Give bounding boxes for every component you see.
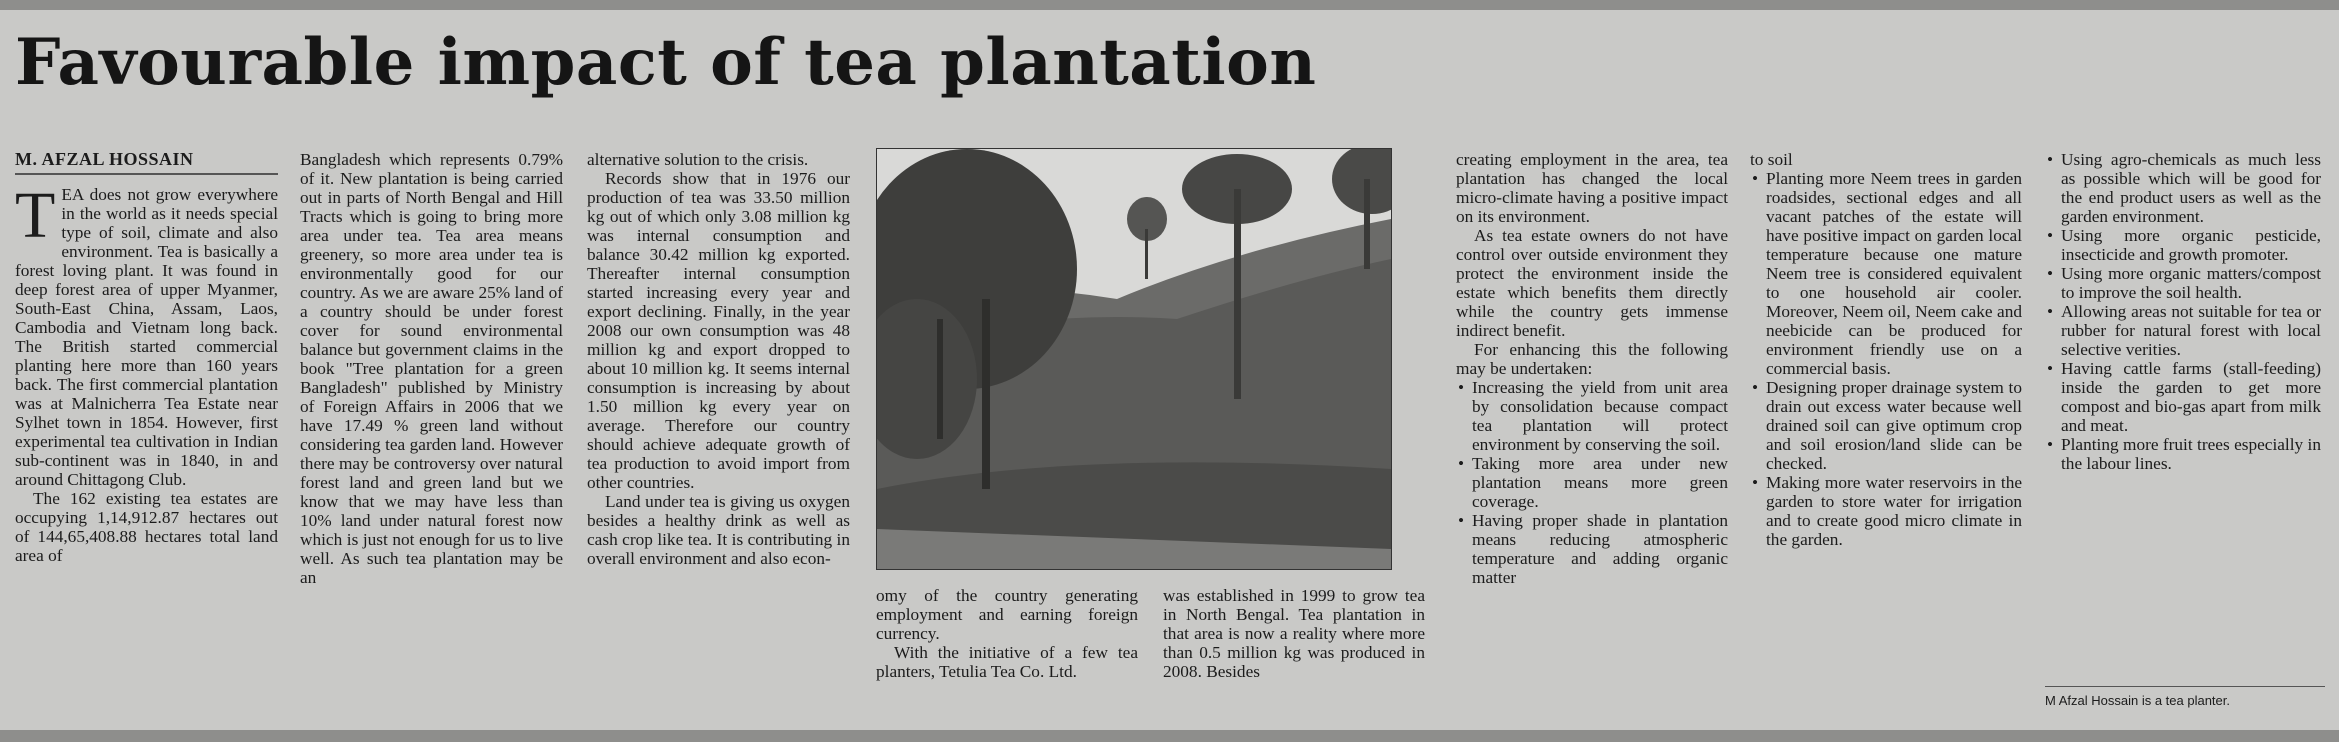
column-7 xyxy=(1750,150,2022,549)
list-item: • Planting more Neem trees in garden roadsides, sectional edges and all vacant patches of the estate will have positive impact on garden local temperature because one mature Neem tree is considered equivalent to one household air cooler. Moreover, Neem oil, Neem cake and neebicide can be produced for environment friendly use on a commercial basis. xyxy=(1750,169,2022,378)
list-item: • Planting more fruit trees especially in the labour lines. xyxy=(2045,435,2321,473)
list-item: • Having proper shade in plantation means reducing atmospheric temperature and adding organic matter xyxy=(1456,511,1728,587)
byline: M. AFZAL HOSSAIN xyxy=(15,150,278,175)
column-8 xyxy=(2045,150,2321,473)
dropcap: T xyxy=(15,179,56,252)
column-6 xyxy=(1456,150,1728,587)
paragraph: The 162 existing tea estates are occupying 1,14,912.87 hectares out of 144,65,408.88 hectares total land area of xyxy=(15,489,278,565)
tea-garden-image xyxy=(877,149,1391,569)
tea-garden-photo xyxy=(876,148,1392,570)
top-rule xyxy=(0,0,2339,10)
recommendation-list xyxy=(1750,169,2022,549)
list-item: • Using more organic pesticide, insecticide and growth promoter. xyxy=(2045,226,2321,264)
paragraph: Bangladesh which represents 0.79% of it. New plantation is being carried out in parts of North Bengal and Hill Tracts which is going to bring more area under tea. Tea area means greenery, so more area under tea is environmentally good for our country. As we are aware 25% land of a country should be under forest cover for sound environmental balance but government claims in the book "Tree plantation for a green Bangladesh" published by Ministry of Foreign Affairs in 2006 that we have 17.49 % green land without considering tea garden land. However there may be controversy over natural forest land and green land but we know that we may have less than 10% land under natural forest now which is just not enough for us to live well. As such tea plantation may be an xyxy=(300,150,563,587)
paragraph: creating employment in the area, tea plantation has changed the local micro-climate having a positive impact on its environment. xyxy=(1456,150,1728,226)
list-item: • Using agro-chemicals as much less as possible which will be good for the end product users as well as the garden environment. xyxy=(2045,150,2321,226)
recommendation-list xyxy=(1456,378,1728,587)
column-5 xyxy=(1163,586,1425,681)
column-1 xyxy=(15,150,278,565)
list-item: • Having cattle farms (stall-feeding) inside the garden to get more compost and bio-gas apart from milk and meat. xyxy=(2045,359,2321,435)
column-3 xyxy=(587,150,850,568)
author-footnote: M Afzal Hossain is a tea planter. xyxy=(2045,686,2325,708)
paragraph: to soil xyxy=(1750,150,1793,169)
paragraph: For enhancing this the following may be undertaken: xyxy=(1456,340,1728,378)
bottom-rule xyxy=(0,730,2339,742)
list-item: • Allowing areas not suitable for tea or rubber for natural forest with local selective verities. xyxy=(2045,302,2321,359)
list-item: • Making more water reservoirs in the garden to store water for irrigation and to create good micro climate in the garden. xyxy=(1750,473,2022,549)
paragraph: As tea estate owners do not have control over outside environment they protect the environment inside the estate which benefits them directly while the country gets immense indirect benefit. xyxy=(1456,226,1728,340)
list-item: • Taking more area under new plantation means more green coverage. xyxy=(1456,454,1728,511)
paragraph: was established in 1999 to grow tea in North Bengal. Tea plantation in that area is now a reality where more than 0.5 million kg was produced in 2008. Besides xyxy=(1163,586,1425,681)
lead-paragraph: TEA does not grow everywhere in the world as it needs special type of soil, climate and also environment. Tea is basically a forest loving plant. It was found in deep forest area of upper Myanmer, South-East China, Assam, Laos, Cambodia and Vietnam long back. The British started commercial planting here more than 160 years back. The first commercial plantation was at Malnicherra Tea Estate near Sylhet town in 1854. However, first experimental tea cultivation in Indian sub-continent was in 1840, in and around Chittagong Club. xyxy=(15,179,278,489)
headline: Favourable impact of tea plantation xyxy=(15,25,1317,100)
list-item: • Designing proper drainage system to drain out excess water because well drained soil can give optimum crop and soil erosion/land slide can be checked. xyxy=(1750,378,2022,473)
column-2 xyxy=(300,150,563,587)
paragraph: alternative solution to the crisis. xyxy=(587,150,809,169)
list-item: • Increasing the yield from unit area by consolidation because compact tea plantation will protect environment by conserving the soil. xyxy=(1456,378,1728,454)
recommendation-list xyxy=(2045,150,2321,473)
paragraph: Land under tea is giving us oxygen besides a healthy drink as well as cash crop like tea. It is contributing in overall environment and also econ- xyxy=(587,492,850,568)
paragraph: Records show that in 1976 our production of tea was 33.50 million kg out of which only 3.08 million kg was internal consumption and balance 30.42 million kg exported. Thereafter internal consumption started increasing every year and export declining. Finally, in the year 2008 our own consumption was 48 million kg and export dropped to about 10 million kg. It seems internal consumption is increasing by about 1.50 million kg every year on average. Therefore our country should achieve adequate growth of tea production to avoid import from other countries. xyxy=(587,169,850,492)
list-item: • Using more organic matters/compost to improve the soil health. xyxy=(2045,264,2321,302)
paragraph: omy of the country generating employment and earning foreign currency. xyxy=(876,586,1138,643)
paragraph: With the initiative of a few tea planters, Tetulia Tea Co. Ltd. xyxy=(876,643,1138,681)
column-4 xyxy=(876,586,1138,681)
